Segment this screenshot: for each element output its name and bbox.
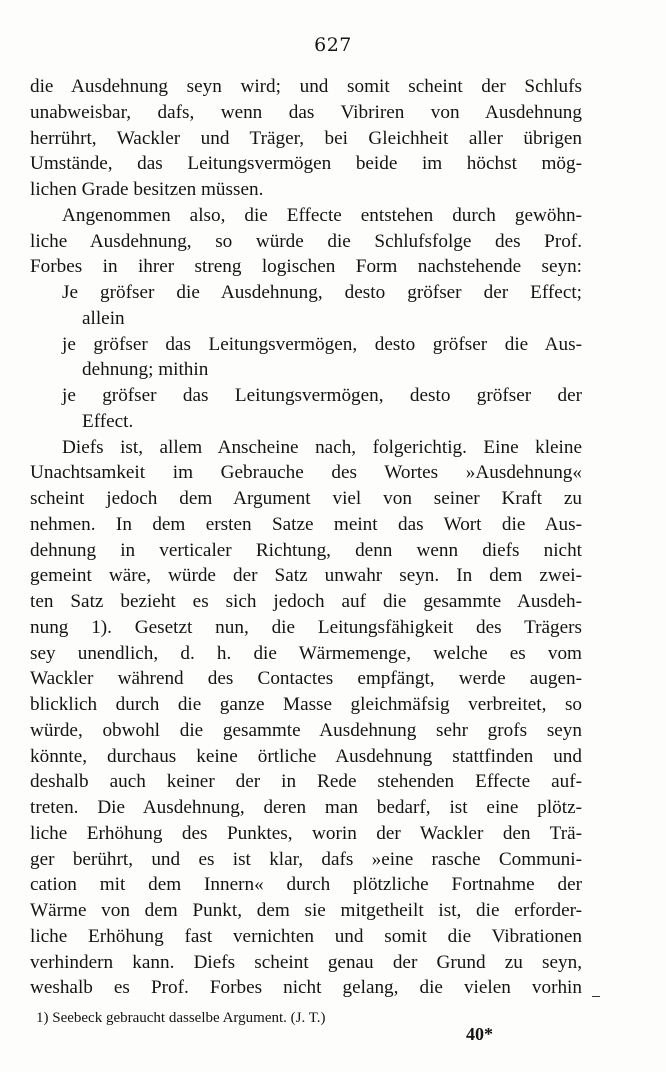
text-line: treten. Die Ausdehnung, deren man bedarf, ist eine plötz- (30, 797, 582, 818)
text-line: die Ausdehnung seyn wird; und somit scheint der Schlufs (30, 76, 582, 97)
text-line: deshalb auch keiner der in Rede stehenden Effecte auf- (30, 771, 582, 793)
text-line: liche Ausdehnung, so würde die Schlufsfolge des Prof. (30, 230, 582, 252)
text-line: Umstände, das Leitungsvermögen beide im höchst mög- (30, 153, 582, 175)
text-line: Angenommen also, die Effecte entstehen durch gewöhn- (62, 204, 582, 226)
text-line: Wackler während des Contactes empfängt, werde augen- (30, 668, 582, 690)
text-line: scheint jedoch dem Argument viel von seiner Kraft zu (30, 488, 582, 509)
text-line: allein (82, 307, 125, 329)
hyphen-mark (592, 996, 600, 997)
text-line: nehmen. In dem ersten Satze meint das Wort die Aus- (30, 513, 582, 535)
text-line: dehnung; mithin (82, 359, 209, 381)
text-line: liche Erhöhung fast vernichten und somit die Vibrationen (30, 925, 582, 947)
text-line: Wärme von dem Punkt, dem sie mitgetheilt ist, die erforder- (30, 900, 582, 921)
text-line: dehnung in verticaler Richtung, denn wenn diefs nicht (30, 539, 582, 561)
text-line: Diefs ist, allem Anscheine nach, folgerichtig. Eine kleine (62, 436, 582, 458)
text-line: weshalb es Prof. Forbes nicht gelang, die vielen vorhin (30, 977, 582, 999)
text-line: herrührt, Wackler und Träger, bei Gleichheit aller übrigen (30, 127, 582, 149)
text-line: cation mit dem Innern« durch plötzliche Fortnahme der (30, 874, 582, 896)
text-line: unabweisbar, dafs, wenn das Vibriren von Ausdehnung (30, 101, 582, 123)
text-line: liche Erhöhung des Punktes, worin der Wackler den Trä- (30, 822, 582, 844)
text-line: verhindern kann. Diefs scheint genau der Grund zu seyn, (30, 951, 582, 973)
footnote: 1) Seebeck gebraucht dasselbe Argument. (J. T.) (36, 1010, 326, 1026)
text-line: Je gröfser die Ausdehnung, desto gröfser der Effect; (62, 282, 582, 303)
text-line: ten Satz bezieht es sich jedoch auf die gesammte Ausdeh- (30, 591, 582, 612)
text-line: Forbes in ihrer streng logischen Form nachstehende seyn: (30, 256, 582, 278)
text-line: Unachtsamkeit im Gebrauche des Wortes »Ausdehnung« (30, 462, 582, 484)
text-line: nung 1). Gesetzt nun, die Leitungsfähigkeit des Trägers (30, 616, 582, 638)
text-line: lichen Grade besitzen müssen. (30, 179, 264, 200)
text-line: blicklich durch die ganze Masse gleichmäfsig verbreitet, so (30, 694, 582, 715)
text-line: könnte, durchaus keine örtliche Ausdehnung stattfinden und (30, 745, 582, 767)
signature-mark: 40* (466, 1024, 493, 1044)
text-line: sey unendlich, d. h. die Wärmemenge, welche es vom (30, 642, 582, 664)
text-line: würde, obwohl die gesammte Ausdehnung sehr grofs seyn (30, 719, 582, 741)
body-text (30, 74, 582, 1001)
text-line: Effect. (82, 410, 134, 432)
text-line: gemeint wäre, würde der Satz unwahr seyn. In dem zwei- (30, 565, 582, 587)
text-line: je gröfser das Leitungsvermögen, desto gröfser die Aus- (62, 333, 582, 355)
text-line: je gröfser das Leitungsvermögen, desto gröfser der (62, 385, 582, 406)
text-line: ger berührt, und es ist klar, dafs »eine rasche Communi- (30, 848, 582, 870)
page-number: 627 (314, 34, 352, 56)
